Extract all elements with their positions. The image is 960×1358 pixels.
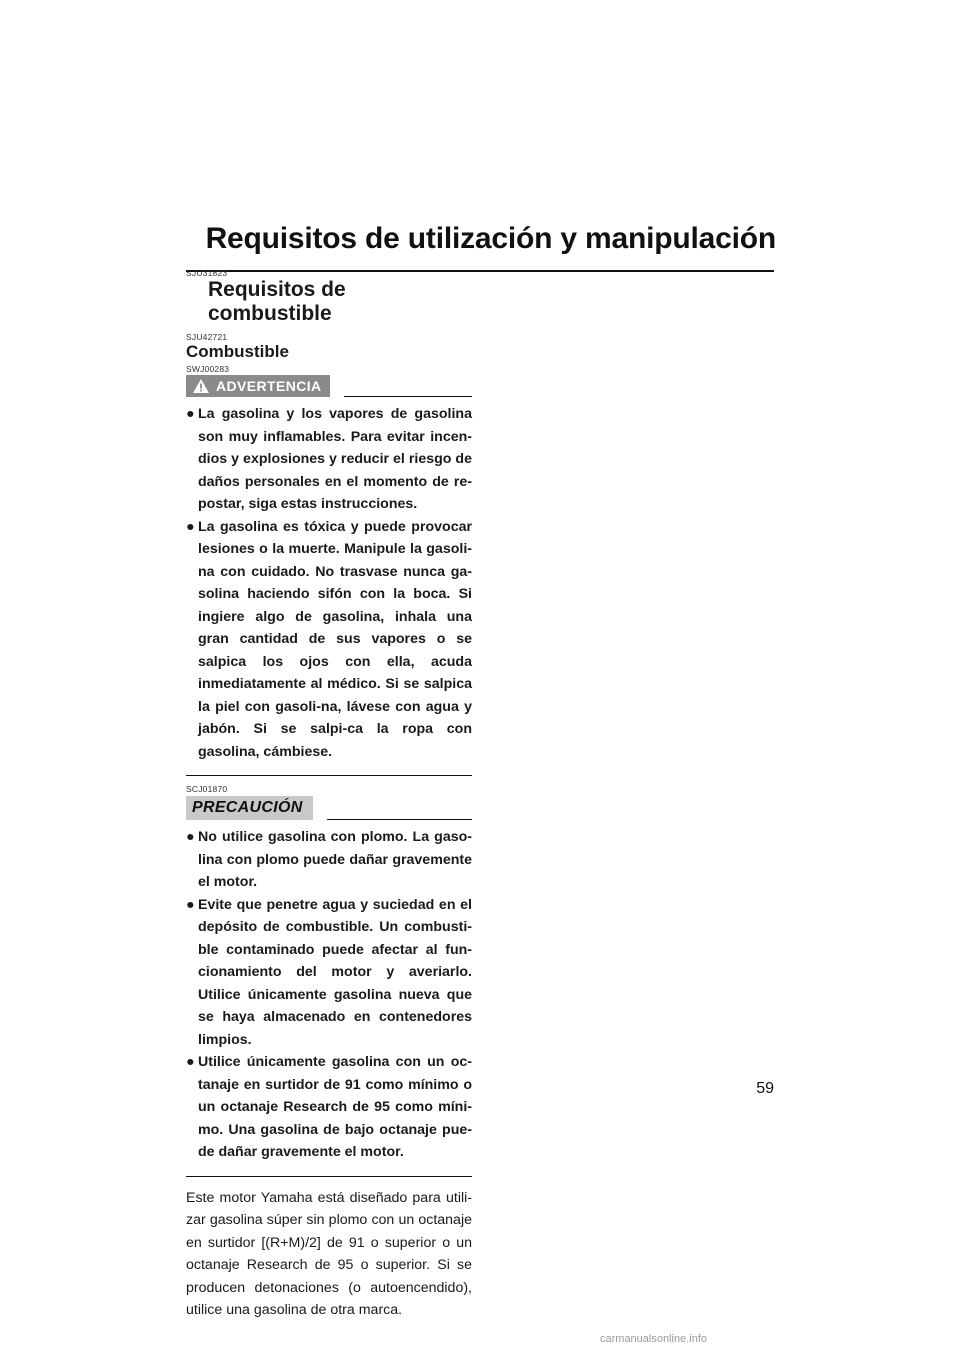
warning-bullet xyxy=(186,403,472,516)
warning-bullet xyxy=(186,516,472,764)
caution-header xyxy=(186,796,472,820)
caution-code: SCJ01870 xyxy=(186,784,228,794)
warning-code: SWJ00283 xyxy=(186,364,230,374)
caution-bullet-text: No utilice gasolina con plomo. La gaso-lina con plomo puede dañar gravemente el motor. xyxy=(198,829,472,890)
warning-label: ADVERTENCIA xyxy=(216,378,322,394)
caution-bullet-text: Evite que penetre agua y suciedad en el depósito de combustible. Un combusti-ble contaminado puede afectar al fun-cionamiento del motor y averiarlo. Utilice únicamente gasolina nueva que se haya almacenado en contenedores limpios. xyxy=(198,896,472,1048)
left-column xyxy=(186,268,472,1322)
caution-body xyxy=(186,820,472,1177)
caution-bullet-text: Utilice únicamente gasolina con un oc-tanaje en surtidor de 91 como mínimo o un octanaje Research de 95 como míni-mo. Una gasolina de bajo octanaje pue-de dañar gravemente el motor. xyxy=(198,1054,472,1160)
intro-paragraph: Este motor Yamaha está diseñado para utili-zar gasolina súper sin plomo con un octanaje en surtidor [(R+M)/2] de 91 o superior o un octanaje Research de 95 o superior. Si se producen detonaciones (o autoencendido), utilice una gasolina de otra marca. xyxy=(186,1189,472,1318)
subsection-title: Combustible xyxy=(186,342,289,361)
watermark: carmanualsonline.info xyxy=(600,1333,708,1345)
warning-bullet-text: La gasolina es tóxica y puede provocar lesiones o la muerte. Manipule la gasoli-na con cuidado. No trasvase nunca ga-solina haciendo sifón con la boca. Si ingiere algo de gasolina, inhala una gran cantidad de sus vapores o se salpica los ojos con ella, acuda inmediatamente al médico. Si se salpica la piel con gasoli-na, lávese con agua y jabón. Si se salpi-ca la ropa con gasolina, cámbiese. xyxy=(198,518,472,760)
caution-bullet xyxy=(186,894,472,1052)
caution-bullet xyxy=(186,826,472,894)
page-header-title: Requisitos de utilización y manipulación xyxy=(205,222,776,255)
caution-header-rule xyxy=(327,819,472,820)
subsection-code: SJU42721 xyxy=(186,332,228,342)
warning-label-box xyxy=(186,375,330,397)
caution-label: PRECAUCIÓN xyxy=(186,796,313,820)
section-title: Requisitos de combustible xyxy=(208,278,346,325)
bullet-dot: ● xyxy=(186,829,195,845)
warning-body xyxy=(186,397,472,776)
warning-header xyxy=(186,375,472,397)
bullet-dot: ● xyxy=(186,518,195,535)
warning-triangle-icon xyxy=(192,378,210,394)
section-code: SJU31823 xyxy=(186,268,228,278)
warning-bullet-text: La gasolina y los vapores de gasolina son muy inflamables. Para evitar incen-dios y explosiones y reducir el riesgo de daños personales en el momento de re-postar, siga estas instrucciones. xyxy=(198,406,472,512)
bullet-dot: ● xyxy=(186,896,195,913)
page-number: 59 xyxy=(756,1080,774,1097)
warning-header-rule xyxy=(344,396,472,397)
bullet-dot: ● xyxy=(186,406,195,422)
right-column xyxy=(489,0,775,268)
bullet-dot: ● xyxy=(186,1054,195,1070)
caution-bullet xyxy=(186,1051,472,1164)
